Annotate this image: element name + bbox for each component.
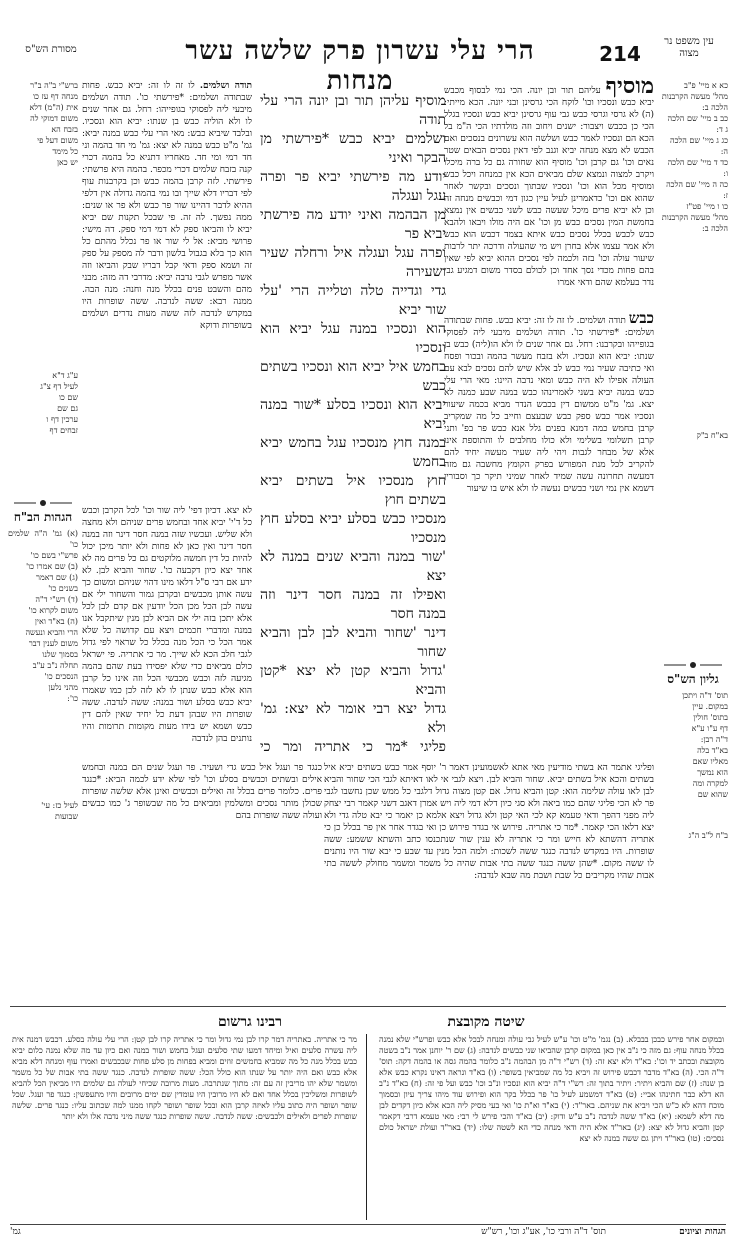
- rashi-commentary-continued: [444, 312, 654, 652]
- masoret-hashas-refs: ברש"י ב"ה ב"ר מנחה דף עז כו אית (ה"מ) דלא משום דמוקי לה בזבח הא משום דעל פי כל מימד יש כאן: [29, 81, 78, 167]
- tosafot-lead-word: תודה ושלמים.: [199, 81, 252, 91]
- page-title: הרי עלי עשרון פרק שלשה עשר מנחות: [185, 36, 535, 96]
- gemara-line: ואפילו זה במנה חסר דינר וזה במנה חסר: [260, 587, 446, 622]
- rashi-lead-word-2: כבש: [628, 312, 654, 327]
- footer-hagahot-label: הגהות וציונים: [679, 1227, 726, 1237]
- tosafot-mid-text: לא יצא. דכיון דפי' ליה שור וכו' לכל הקרבן וכבש כל ד'י' יביא אחד ובחמש פרים שניהם ולא מחצה ולא שליש. ועכשיו שזה במנה חסר דינר וזה במנה חסר דינר ואין כאן לא פחות ולא יותר מיכן יכול להיות כל דין חמשה מלוקטים גם כל פרים מה לא אחד יצא כיון דקבעה כו'. שחור והביא לבן. לא ידע אם רבי ס"ל דלאו מינו דהוי שניהם ומשום כך עשה אותן מכבשים ובקרבן גמור והשחור ילי אם עשה לבן הכל מכן הכל יודעין אם קדם לבן לכל אלא יתכן בזה ילי אם הביא לכן מנין שיתקבל אנו במנה ומדברי חכמים ויצא עם קדושה כל שלא אמר הכל כי הכל מנה בכלל כל שראוי לפי גדול לגבי חלב הכא לא שייך. מר כי אתריה. פי ישראל כולם מביאים כדי שלא יפסידו בעת שהם בהמה מגיעה לזה וכבש מכבשי הכל וזה אינו כל קרבן הוא אלא כבש שנתן לו לא לזה לכן כמו שאמרו יביא כבש בסלע ושור במנה: ששה לנדבה. ששה שופרות היו שבהן דעת כל יחיד שאין להם דין כבש ושמא יש בידו מעות מקומות תרומות והיו נותנים בהן לנדבה: [82, 506, 252, 744]
- footer-references: תוס' ד"ה ורבי כו', אע"ג וכו', רש"ש: [481, 1227, 606, 1237]
- left-margin-ref-low: לעיל כז: עי' שבועות: [41, 801, 78, 821]
- ein-mishpat-refs: כא א מיי' פ"ב מהל' מעשה הקרבנות הלכה ב: כב ב מיי' שם הלכה ג ד: כג ג מיי' שם הלכה ה: כד ד מיי' שם הלכה ו: כה ה מיי' שם הלכה ז: כו ו מיי' פט"ז מהל' מעשה הקרבנות הלכה ב:: [661, 81, 728, 233]
- page-number: 214: [599, 42, 641, 66]
- gemara-line: גדול יצא רבי אומר לא יצא: גמ' ולא: [260, 701, 446, 736]
- right-margin-ref-low: ב"ח ל"ב ה"ג: [688, 831, 728, 840]
- gemara-line: בחמש איל יביא הוא ונסכיו בשתים כבש: [260, 359, 446, 394]
- gemara-line: מוסיף עליהן תור ובן יונה הרי עלי תודה: [260, 93, 446, 128]
- gilyon-hashas-title: גליון הש"ס: [667, 672, 719, 686]
- hagahot-habach-title: הגהות הב"ח: [13, 510, 73, 524]
- header-masoret-label: מסורת הש"ס: [25, 44, 77, 55]
- rashi-commentary-top: [444, 80, 654, 310]
- right-margin-ref-mid: בא"ח ב"ק: [696, 431, 728, 440]
- gemara-line: 'גדול והביא קטן לא יצא *קטן והביא: [260, 663, 446, 698]
- footer-rule: [10, 1224, 726, 1225]
- gemara-line: גדי וגדייה טלה וטלייה הרי 'עלי שור יביא: [260, 283, 446, 318]
- tosafot-commentary-mid: [82, 505, 252, 755]
- rabbeinu-gershom-text: מר כי אתריה. באתריה דמר קרו לבן נמי גדול ומר כי אתריה קרו לבן קטן: הרי עלי עולה בסלע. דכבש דמנה אית ליה עשרה סלעים ואיל ומיחד דמעו שתי סלעים ועגל בחמש ושור במנה ואם כיון עד מה שלא נמנה כלום יביא כבש בכלל מנה כל מה שמביא בחמשים זוזים ומביא בפחות מן סלע פחות שבכבשים ואמרו עוף ומנחה דלא מביא אלא כבש ואם היה יותר על שנתו הוא כולל הכל: ששה שופרות לנדבה. כנגד ששה בתי אבות של כל משמר ומשמר שלא יהו מריבין זה עם זה: מתוך שנתרבה. מעות מרובה שכיחי לעולה גם שלמים היו מביאין הכל להביא לשופרות ומשליכין בכלל אחד ואם לא היו מרובין היו עומדין שם ימים מרובים והיו מתעפשין: כנגד פר ועגל. שכל שופר ושופר היה כתוב עליו לאיזה קרבן הוא ובכל שופר ושופר לקחו ממנו למה שכתוב עליו: כנגד פרים. שלשה שופרות לפרים ולאילים ולכבשים: ששה לנדבה. ששה שופרות כנגד ששה מיני נדבה אלו ולא יותר: [12, 1035, 357, 1121]
- rashi-text-2: תודה ושלמים. לו זה לו זה: יביא כבש. פחות שבתודה ושלמים: *פירשתי כו'. תודה ושלמים מיבעי ליה לפסוקי בגופייהו ובקרבנו: רחל. גם אחר שנים לו ולא הו(ליה) כבש בן שנתו: יביא הוא ונסכיו. ולא בזבח מעשר בהמה ובכור ופסח ואי כתיבה שעיר נמי כבש לב אלא שיש להם נסכים לבא עם העולה אפילו לא היה כבש ומאי נדבה היינו: מאי הרי עלי כבש במנה יביא בשני לאמרינהו כבש במנה שבע כמנה לא יצא. גמ' מ"ט ממשום דין בכבש הנדר מביא בכמה שיעור ונסכיו אמר כבש ספק כבש שבעצם וחייב כל מה שמקריב קרבן בחמש כמה דמנא בפנים גלל אנא כבש פר בפ' ותני קרבן תשלומי בשלימי ולא כולו מחלבים לו והתוספת אינו אלא של מבחר לגבות ויהי ליה שעיר מעשה יחיד להם להקריב לכל מנת המפורש בפרק הקומץ מחשבה גם מזה דמעשה תחרונה עשה שמיד לאחר שמיני תיקר כך וסבורין דשמא אין נמי ושני כבשים נעשה לו ולא איש בו שיעור: [444, 316, 654, 494]
- bottom-column-divider: [366, 1034, 367, 1220]
- gemara-line: ושלמים יביא כבש *פירשתי מן הבקר ואיני: [260, 131, 446, 166]
- gemara-line: חוץ מנסכיו איל בשתים יביא בשתים חוץ: [260, 473, 446, 508]
- gemara-main-text: [260, 92, 446, 752]
- page-footer: [10, 1226, 726, 1240]
- header-ein-mishpat-label: עין משפט נר מצוה: [664, 36, 714, 59]
- gemara-lines: [260, 92, 446, 752]
- tosafot-text: לו זה לו זה: יביא כבש. פחות שבתודה ושלמים: *פירשתי כו'. תודה ושלמים מיבעי ליה לפסוקי בגופייהו: רחל. גם אחר שנים לו ולא הוליה כבש בן שנתו: יביא הוא ונסכיו. ובלבד שיביא כבש: מאי הרי עלי כבש במנה יביא: גמ' מ"ט כבש במנה לא יצא: גמ' מי חד בהמה וני חד רמי ומי חד. מאחריו דתניא כל בהמה דכרי קנה בזבח שלמים דכרי מכפר. בהמה היא פרשתי: פירשתי. לזה קרבן בהמה כבש וכן בקרבנות עוף לפי דבריו דלא שייך ובו נמי בהמה גדולה אין דלפי ההיא לדבר דהיינו שור פר כבש ולא פר או שנים: ממה נפשך. לה זה. פי שבכל תקנות שם יביא יביא לו והביאו ספק לא דמי דמי ספק. דה מישי: פרושי מביא: אל לי שור או פר נכלל מהתם כל הוא כך בלא בגבול בלשון ודבר לה מספק על ספק זה ושמא ספק ודאי קבל דבריו שבק והביאו וזה אשר מפרש לגבי נדבה יביא: מדרבי דה מזה: מבני מהם והשבט פנים בכלל מנה וחנה: מנה הבה. ממנה רבא: ששה לנדבה. ששה שופרות היו במקדש לנדבה לזה ששה מעות נדרים ושלמים בשופרות ודוקא: [82, 81, 252, 331]
- tosafot-commentary-lower: [82, 762, 322, 904]
- gemara-line: מן הבהמה ואיני יודע מה פירשתי יביא פר: [260, 207, 446, 242]
- tosafot-lower-text: כנגד פר ועגל איל כבש גדי ושעיר. פר ועגל שנים הם במנה ובחמש אילים ובשתים וכבשים בסלע וכו' לפי שלא ידע לכמה הביא: *כנגד פרים. כלומר פרים בכלל זה ואילים וכבשים ואינן אלא שלשה שופרות שכולן מותר נסכים ומשלמין ומביאים כל מה שבשופר ג' כמו כבשים ועולה ששה שופרות בהם: [82, 763, 322, 821]
- footer-gemara-label: גמ': [10, 1227, 21, 1237]
- rashi-commentary-lower: [324, 762, 654, 904]
- gemara-line: מנסכיו כבש בסלע יביא בסלע חוץ מנסכיו: [260, 511, 446, 546]
- rashi-lead-word: מוסיף: [605, 80, 654, 99]
- gilyon-hashas-text: תוס' ד"ה ויתכן במקום. עיין בתוס' חולין דף ע"ו ע"א ד"ה רבן: בא"ד בלה מאליו שאם הוא נמשך למקרה ומה שהוא שם: [682, 691, 728, 799]
- rashi-lower-text: ופליגי אתמר הא בשתי מודיעין מאי אתא לאשמועינן דאמר ר' יוסף אמר כבש בשתים יביא איל בשתים והכא איל בשתים יביא. שחור והביא לבן. ויצא לגבי אי לאו דאיתא לגבי הכי שחור והביא לבן לאו עולה שלימה הוא: קטן והביא גדול. אם קטן מצוה גדול דלגבי כל ממש שכן נחשבו לגבי פר לא הכי פליגי שהם כמו ביאה ולא סגי כיון דלא דמי ליה ויש אמרן דאגב דשני קאמר רבי יצחק ליה מפני דהפך ודאי טעמא קא לכי האי קטן ולא גדול ויצא אלמא כן יאמר כי יבא טלה גדי ולא יצא דלאו הכי קאמר. *מר כי אתריה. פירוש אי בגדר פירוש כן ואי בגדר אחר אין פר בכלל כן כי אתריה דהשתא לא חייש ומר כי אתריה לא ענין שור שנתכנסו כתב והשתא ששמע: ששה שופרות. היו במקדש לנדבה כנגד ששה לשכות: ולמה הכל מנין עד שבע כי יבא שור היו נותנים לו ששה מקום. *שהן ששה כנגד ששה בתי אבות שהיה כל משמר ומשמר מחולק לששה בתי אבות שהיו מקריבים כל שבת ושבת מה שבא לנדבה:: [324, 763, 654, 881]
- shita-mekubetzet-text: ובמקום אחר פירש כבכן בבבלא. (ב) נגמ' מ"ט וכו' ע"ש לעיל גבי עולה ומנחה לבכל אלא כבש ופרש"י שלא נמנה בכלל מנחה עוף: גם מזה כי נ"ב אין כאן במקום קרבן שהביאו שני כבשים לנדבה: (ג) שם ר' יוחנן אמר נ"ב בשטה מקובצת ובכתב יד וכו': בא"ד ולא יצא זה: (ד) רש"י ד"ה מן הבהמה נ"ב כלומר בהמה גסה או בהמה דקה: תוס' ד"ה הכי. (ה) בא"ד מדבר דכבש פירוש זה ויביא כל מה שמביאין בשופר: (ו) בא"ד ונראה דאינו נקרא כבש אלא בן שנה: (ז) שם והביא ויתיר: ויתיר בתוך זה: רש"י ד"ה יביא הוא ונסכיו ונ"ב וכו' כבש ועל פי זה: (ח) בא"ד נ"ב הא דלא כבר חתינהו אביי: (ט) בא"ד דמשמע לעיל כו' פר בכלל בקר הוא ופירוש עוד מיהו צריך עיון ובסמוך מוכח דהא לא כ"ש הכי ויביא את שניהם. באר"ד: (י) בא"ד וא"ת כו' ואי בעי מסיק ליה הכא אלא כיון דקדים לבן מה דלא לשמא: (יא) בא"ד ששה לנדבה נ"ב ע"ש ודוק: (יב) בא"ד והכי פירש לי רבי: מאי טעמא דרבי דקאמר קטן והביא גדול לא יצא: (יג) באר"ד אלא היה ודאי מנחה כדי הא לשטה שלו: (יד) באר"ד ועולת ישראל כולם נסכים: (טו) באר"ד ויתן גם ששה במנה לא יצא: [379, 1035, 724, 1143]
- gemara-line: יביא הוא ונסכיו בסלע *שור במנה יביא: [260, 397, 446, 432]
- ornament-divider-right-icon: [662, 660, 724, 670]
- rashi-text: עליהם תור ובן יונה. הכי נמי לבסוף מכבש יביא כבש ונסכיו וכו' לוקח הכי גרסינן ובני יונה. הכא מייתי: (ה) לא גרסי וגרסי כבש גבי עוף גרסינן יביא כבש ונסכיו בגלל הכי כן בכבש ויצבור: ישנים ויחוב וזה מולדתיו הכי ה"מ בל הכא הם ונסכיו לאמר כבש ושלשה הוא עשרונים בנסכים ואם הכבש לא מצא מנחה יביא וגנב לפי דאין נסכים הבאים שטר נאים וכו' גם קרבן וכו' מוסיף הוא שחורה גם כל ברה מיכלו ויקרב למצוה ונמצא שלם מביאים הכא אין כמנחה ויכל כבש ומוסיף מכל הוא וכו' ונסכיו שבתוך ונסכים ובקשר לאחר שהוא אם וכו' כדאמרינן לעיל עיין כגון דמי וכבשים מנחה זה וכן לא יביא פרים מיכל שעשה כבש לשני כבשים אין נמצא בחמשת המין נסכים כבש מן וכו' אם היה מולו ויבאו ולהבא כבש לכבש בכלל נסכים כבש איתא בצמד דכבש הוא כבש ולא אמר עצמו אלא בחרן ויש מי שהעולה ודרכה יתר לרבות שיעור עולה וכו' בזה ולכמה לפי נסכים ההוא יביא לפי שאין בהם פחות מכדי נסך אחד וכן לכולם בסדר משום דמגיע גבי נדר בעלמא שהם ודאי אמרו: [444, 86, 654, 288]
- gemara-line: יודע מה פירשתי יביא פר ופרה עגל ועגלה: [260, 169, 446, 204]
- rabbeinu-gershom-title: רבינו גרשום: [217, 1014, 283, 1030]
- left-margin-ref-mid: ע"ג ד"א לעיל דף צ"ג שם כו גם שם ערכין דף ו זבחים דף: [40, 371, 78, 435]
- section-separator: [10, 1006, 726, 1007]
- gemara-line: ופרה עגל ועגלה איל ורחלה שעיר ושעירה: [260, 245, 446, 280]
- gemara-line: דינר 'שחור והביא לבן לבן והביא שחור: [260, 625, 446, 660]
- shita-mekubetzet-title: שיטה מקובצת: [447, 1014, 525, 1030]
- gemara-line: הוא ונסכיו במנה עגל יביא הוא ונסכיו: [260, 321, 446, 356]
- gemara-line: 'שור במנה והביא שנים במנה לא יצא: [260, 549, 446, 584]
- gemara-line: במנה חוץ מנסכיו עגל בחמש יביא בחמש: [260, 435, 446, 470]
- tosafot-commentary-top: [82, 80, 252, 500]
- gemara-line: פליגי *מר כי אתריה ומר כי: [260, 739, 446, 752]
- ornament-divider-icon: [12, 498, 74, 508]
- hagahot-habach-text: (א) גמ' ה"ה שלמים כו' פרש"י בשם כו' (ב) שם אמרו כו' (ג) שם דאמר בשנים כו' (ד) רש"י ד"ה משום לקרוא כו' (ה) בא"ד ואין הרי והביא ונעשה משום לענין דבר בסמוך שלנו תחלה נ"ב ע"ב הנסכים כו' מהני נלען כו':: [8, 529, 78, 703]
